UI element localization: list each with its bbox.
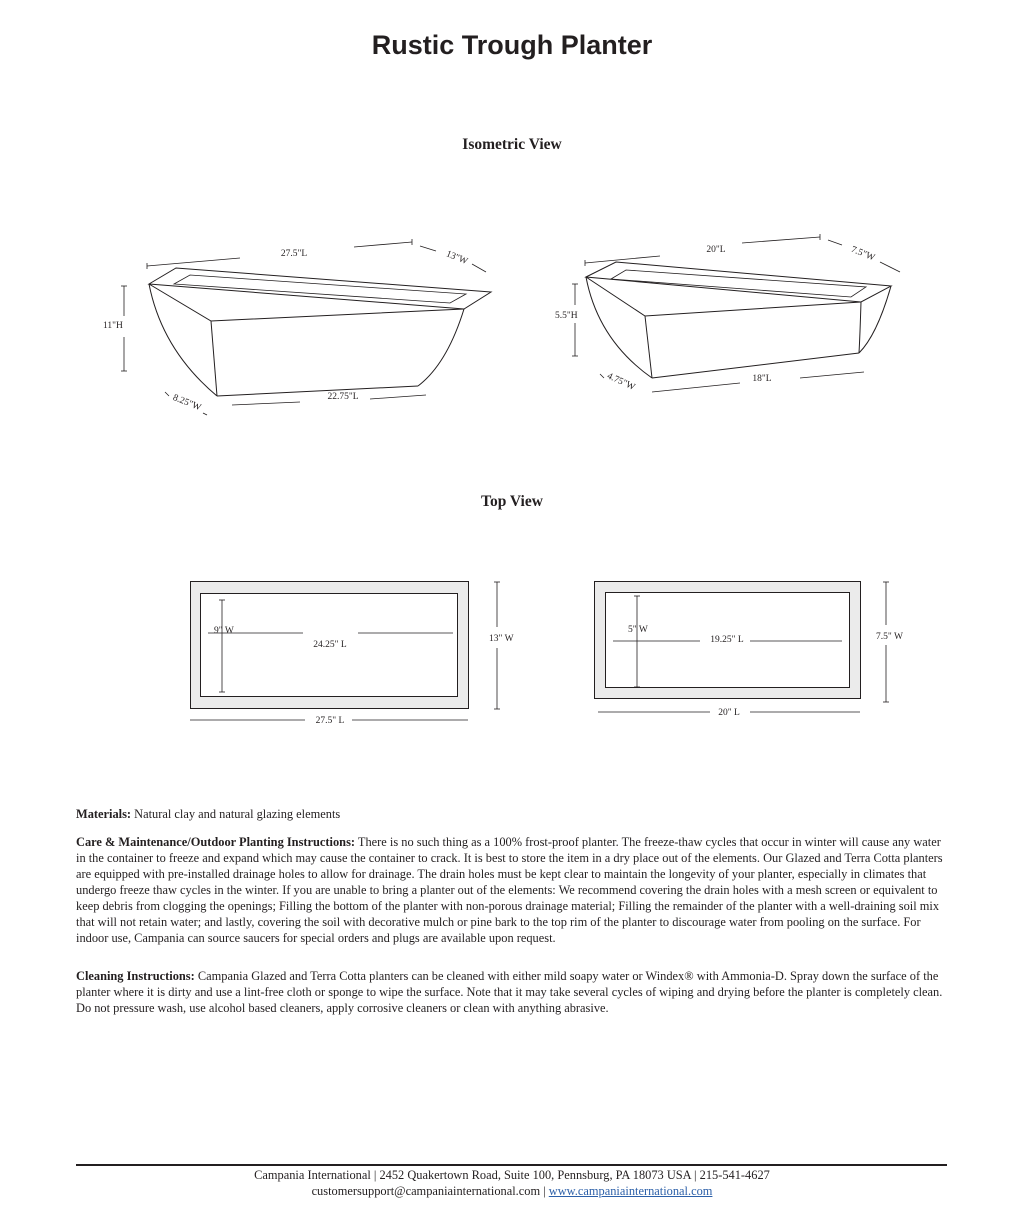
small-iso-bottom-width-label: 4.75"W	[605, 371, 637, 393]
isometric-view-heading: Isometric View	[462, 136, 562, 153]
small-top-outer-width-label: 7.5" W	[876, 632, 903, 642]
small-top-inner-length-label: 19.25" L	[710, 635, 744, 645]
cleaning-paragraph	[76, 968, 948, 1016]
small-iso-top-width-label: 7.5"W	[849, 244, 877, 264]
materials-paragraph	[76, 806, 948, 822]
large-top-outer-length-label: 27.5" L	[315, 716, 345, 726]
materials-label: Materials:	[76, 807, 132, 821]
care-label: Care & Maintenance/Outdoor Planting Instructions:	[76, 835, 356, 849]
large-iso-height-label: 11"H	[103, 321, 123, 331]
small-iso-height-label: 5.5"H	[555, 311, 578, 321]
large-iso-bottom-length-label: 22.75"L	[327, 392, 359, 402]
small-top-inner-width-label: 5" W	[628, 625, 648, 635]
small-iso-bottom-length-label: 18"L	[752, 374, 772, 384]
cleaning-text: Campania Glazed and Terra Cotta planters can be cleaned with either mild soapy water or Windex® with Ammonia-D. Spray down the surface of the planter where it is dirty and use a lint-free cloth or sponge to wipe the surface. Note that it may take several cycles of wiping and drying before the planter is completely clean. Do not pressure wash, use alcohol based cleaners, apply corrosive cleaners or clean with anything abrasive.	[76, 969, 943, 1015]
care-text: There is no such thing as a 100% frost-proof planter. The freeze-thaw cycles that occur in winter will cause any water in the container to freeze and expand which may cause the container to crack. It is best to store the item in a dry place out of the elements. Our Glazed and Terra Cotta planters are equipped with pre-installed drainage holes to allow for drainage. The drain holes must be kept clear to maintain the longevity of your planter, especially in climates that undergo freeze thaw cycles in the winter. If you are unable to bring a planter out of the elements: We recommend covering the drain holes with a mesh screen or equivalent to keep debris from clogging the openings; Filling the bottom of the planter with non-porous drainage material; Filling the remainder of the planter with a well-draining soil mix that will not retain water; and lastly, covering the soil with decorative mulch or pine bark to the top rim of the planter to discourage water from pooling on the surface. For indoor use, Campania can source saucers for special orders and plugs are available upon request.	[76, 835, 943, 945]
large-iso-top-width-label: 13"W	[444, 249, 469, 267]
large-top-inner-width-label: 9" W	[214, 626, 234, 636]
large-planter-dimension-lines	[121, 239, 486, 415]
large-planter-isometric	[149, 268, 491, 396]
large-iso-top-length-label: 27.5"L	[280, 249, 308, 259]
small-top-outer-length-label: 20" L	[718, 708, 740, 718]
large-iso-bottom-width-label: 8.25"W	[171, 392, 203, 414]
care-paragraph	[76, 834, 948, 946]
large-top-inner-length-label: 24.25" L	[313, 640, 347, 650]
footer-website-link[interactable]: www.campaniainternational.com	[548, 1184, 713, 1198]
materials-text: Natural clay and natural glazing elements	[131, 807, 341, 821]
cleaning-label: Cleaning Instructions:	[76, 969, 195, 983]
large-top-outer-width-label: 13" W	[489, 634, 514, 644]
small-planter-isometric	[586, 262, 891, 378]
page-title: Rustic Trough Planter	[371, 30, 653, 60]
footer-address: Campania International | 2452 Quakertown Road, Suite 100, Pennsburg, PA 18073 USA | 215-541-4627	[254, 1168, 770, 1182]
small-iso-top-length-label: 20"L	[706, 245, 726, 255]
footer-divider	[76, 1164, 947, 1166]
footer-contact	[0, 1184, 1024, 1199]
top-view-heading: Top View	[481, 493, 543, 510]
footer-email: customersupport@campaniainternational.com |	[311, 1184, 549, 1198]
